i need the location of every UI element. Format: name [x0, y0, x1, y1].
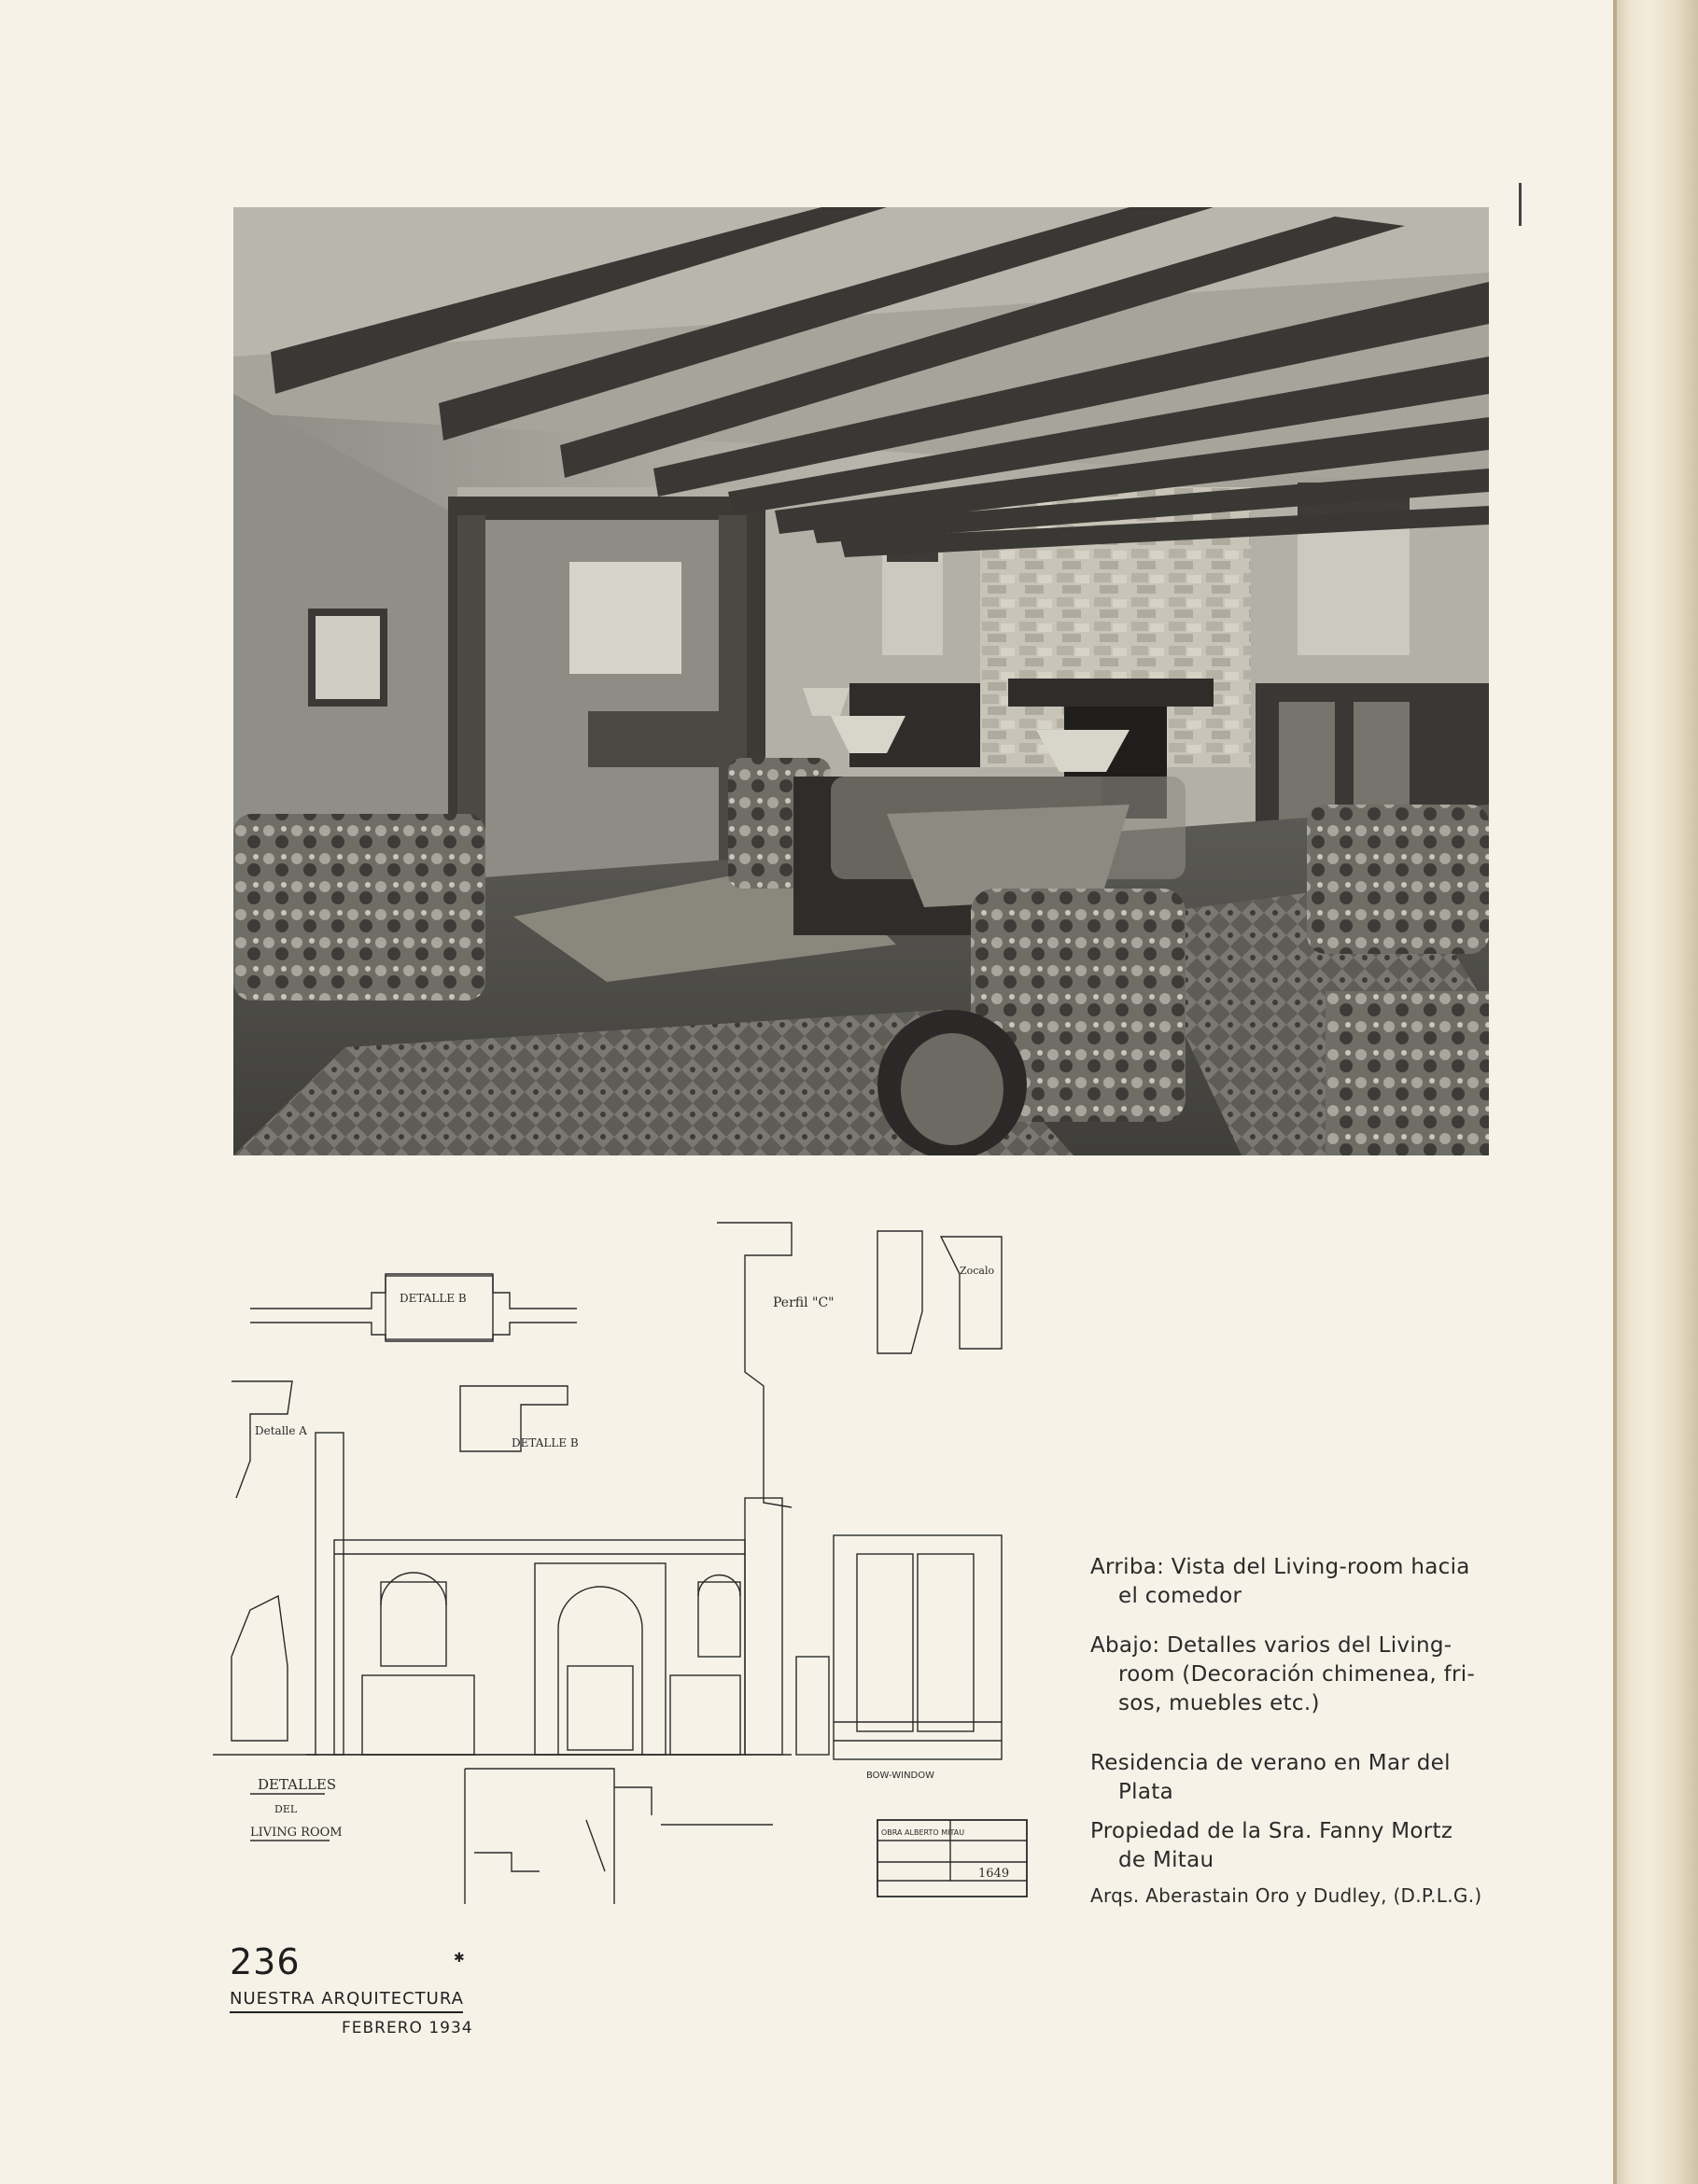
plan-detail — [465, 1769, 773, 1904]
zocalo-profiles — [877, 1231, 1002, 1353]
detalle-a-label: Detalle A — [255, 1424, 307, 1437]
title-stamp — [877, 1820, 1027, 1897]
architectural-detail-drawing — [213, 1218, 1030, 1904]
zocalo-label: Zocalo — [960, 1265, 995, 1277]
caption-residencia-line1: Residencia de verano en Mar del — [1090, 1751, 1451, 1775]
detalle-b-plan — [250, 1274, 577, 1341]
caption-arriba — [1090, 1553, 1494, 1611]
caption-abajo-line3: sos, muebles etc.) — [1118, 1691, 1320, 1715]
detalles-title-block — [250, 1776, 343, 1841]
caption-propiedad-line2: de Mitau — [1118, 1848, 1214, 1872]
stamp-line1: OBRA ALBERTO MITAU — [881, 1828, 965, 1837]
caption-abajo-line2: room (Decoración chimenea, fri- — [1118, 1662, 1476, 1687]
detalles-title-1: DETALLES — [258, 1776, 337, 1793]
margin-mark — [1519, 183, 1522, 226]
detalle-b-mid-label: DETALLE B — [512, 1436, 579, 1449]
detalle-a — [232, 1381, 307, 1498]
publication-name: NUESTRA ARQUITECTURA — [230, 1989, 463, 2013]
caption-residencia — [1090, 1749, 1494, 1807]
caption-abajo-line1: Abajo: Detalles varios del Living- — [1090, 1633, 1452, 1658]
bow-window-label: BOW-WINDOW — [866, 1771, 935, 1781]
caption-arriba-line1: Arriba: Vista del Living-room hacia — [1090, 1555, 1470, 1579]
left-cabinet-section — [213, 1596, 316, 1755]
caption-residencia-line2: Plata — [1118, 1780, 1173, 1804]
fireplace-elevation — [306, 1433, 792, 1755]
caption-arriba-line2: el comedor — [1118, 1584, 1242, 1608]
detalle-b-section — [460, 1386, 579, 1451]
perfil-c-section — [717, 1223, 835, 1507]
caption-propiedad — [1090, 1817, 1494, 1875]
detalle-b-top-label: DETALLE B — [400, 1292, 467, 1305]
perfil-c-label: Perfil "C" — [773, 1295, 835, 1310]
next-page-edge — [1617, 0, 1698, 2184]
bow-window-elevation — [796, 1535, 1002, 1781]
stamp-number: 1649 — [978, 1867, 1010, 1881]
caption-arquitectos: Arqs. Aberastain Oro y Dudley, (D.P.L.G.) — [1090, 1884, 1482, 1907]
star-mark: ✱ — [454, 1951, 465, 1966]
detalles-title-3: LIVING ROOM — [250, 1826, 343, 1840]
publication-date: FEBRERO 1934 — [342, 2019, 473, 2037]
caption-propiedad-line1: Propiedad de la Sra. Fanny Mortz — [1090, 1819, 1453, 1843]
detalles-title-2: DEL — [274, 1803, 298, 1815]
page-number: 236 — [230, 1941, 301, 1982]
living-room-photo — [233, 207, 1489, 1155]
caption-abajo — [1090, 1631, 1494, 1718]
